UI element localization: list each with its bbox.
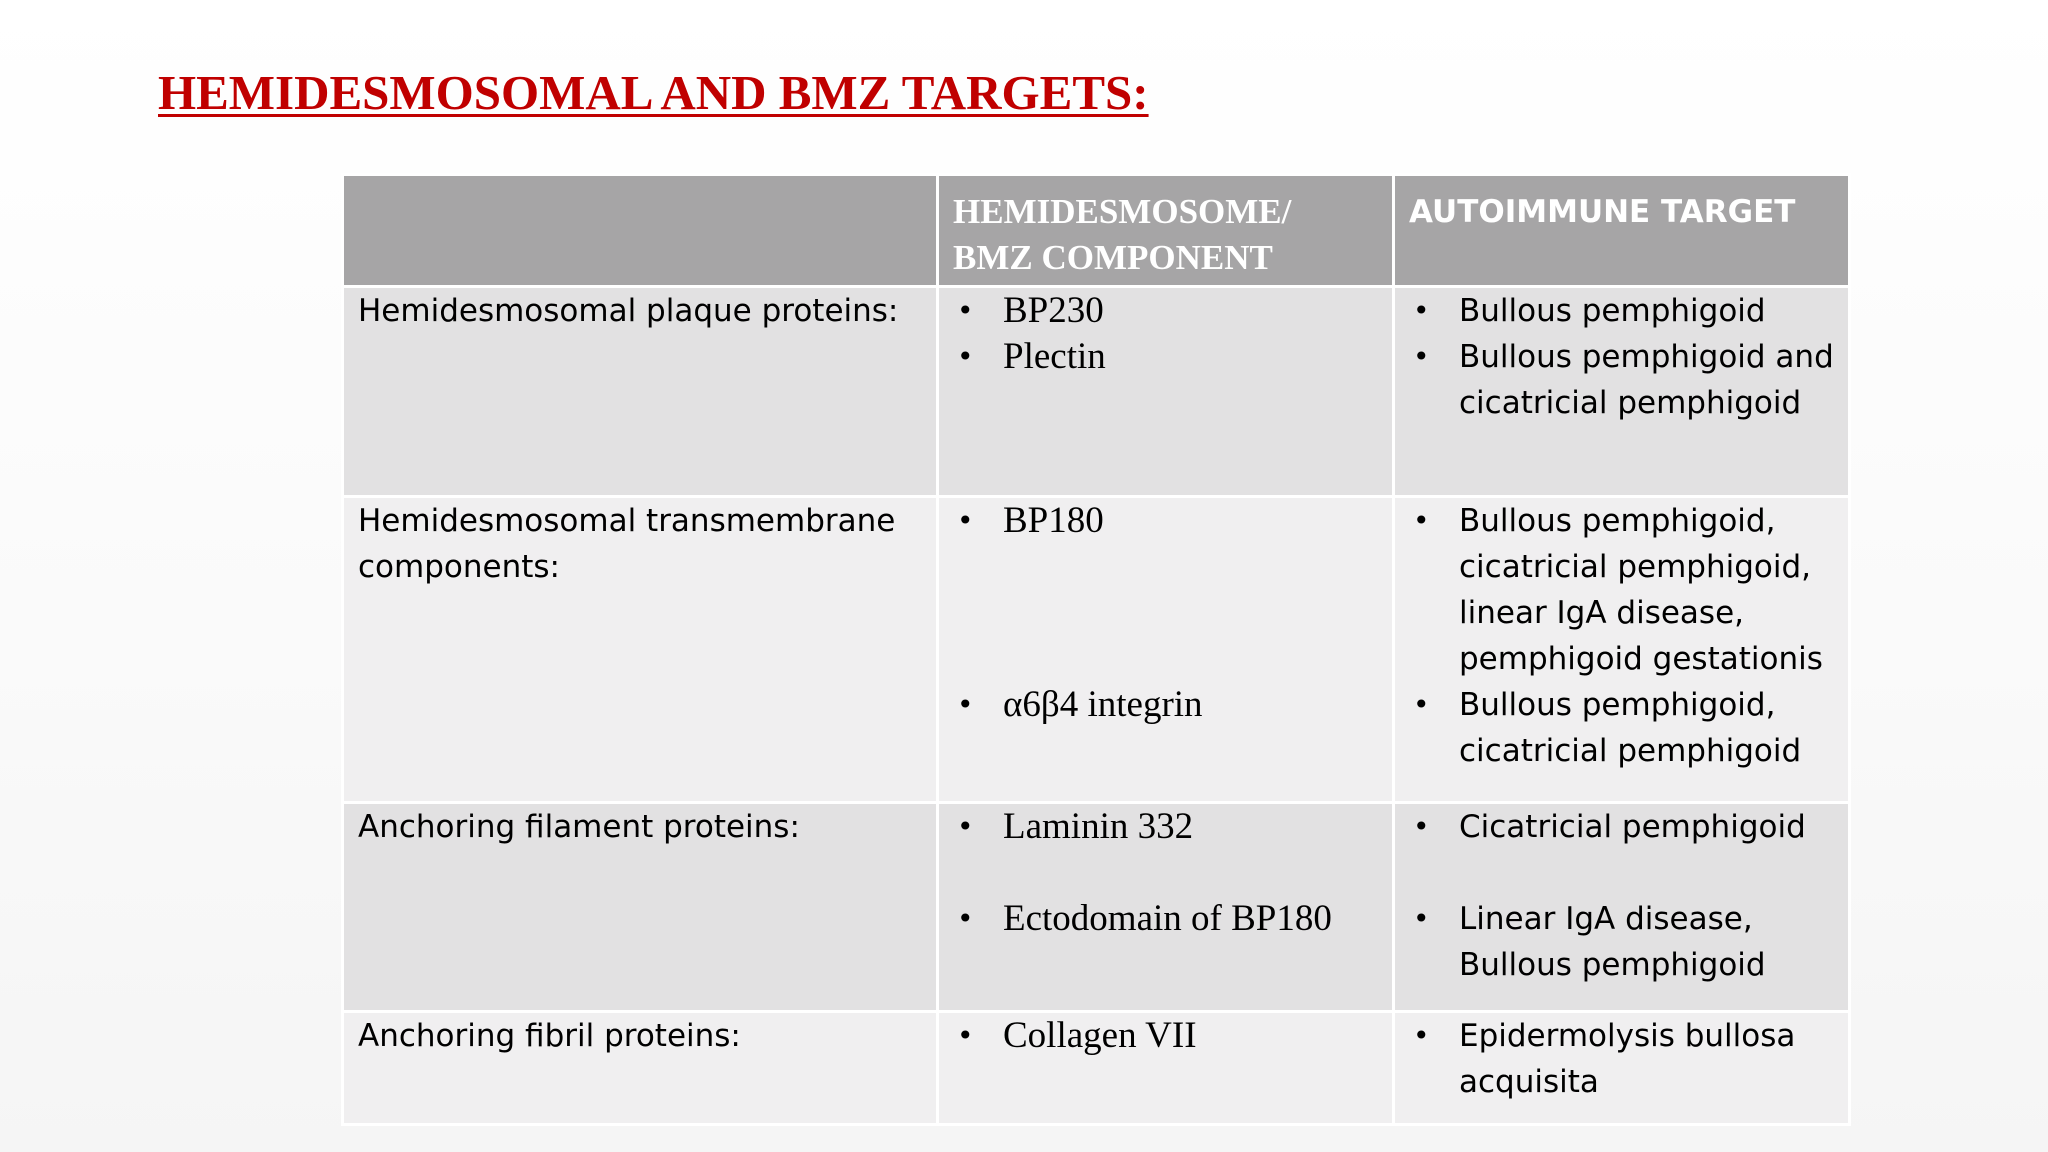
row-label: Anchoring filament proteins: bbox=[343, 803, 938, 1012]
bullet-icon: • bbox=[957, 340, 974, 373]
header-component: HEMIDESMOSOME/ BMZ COMPONENT bbox=[938, 175, 1394, 287]
target-item: • Bullous pemphigoid, cicatricial pemphigoid, linear IgA disease, pemphigoid gestationis bbox=[1409, 498, 1834, 682]
component-item: • Plectin bbox=[953, 334, 1378, 380]
component-cell bbox=[938, 803, 1394, 1012]
target-cell bbox=[1394, 497, 1850, 803]
bullet-icon: • bbox=[957, 1019, 974, 1052]
table-header-row bbox=[343, 175, 1850, 287]
table-row bbox=[343, 287, 1850, 497]
bullet-icon: • bbox=[957, 902, 974, 935]
header-autoimmune-target: AUTOIMMUNE TARGET bbox=[1394, 175, 1850, 287]
component-cell bbox=[938, 497, 1394, 803]
bullet-icon: • bbox=[1413, 504, 1430, 537]
targets-table bbox=[341, 173, 1851, 1126]
component-item: • BP230 bbox=[953, 288, 1378, 334]
bullet-icon: • bbox=[1413, 902, 1430, 935]
component-cell bbox=[938, 1012, 1394, 1125]
target-item: • Epidermolysis bullosa acquisita bbox=[1409, 1013, 1834, 1105]
component-item: • Ectodomain of BP180 bbox=[953, 896, 1378, 942]
bullet-icon: • bbox=[957, 688, 974, 721]
target-item: • Bullous pemphigoid and cicatricial pemphigoid bbox=[1409, 334, 1834, 426]
row-label: Anchoring fibril proteins: bbox=[343, 1012, 938, 1125]
component-item: • Laminin 332 bbox=[953, 804, 1378, 850]
bullet-icon: • bbox=[957, 294, 974, 327]
bullet-icon: • bbox=[1413, 1019, 1430, 1052]
bullet-icon: • bbox=[1413, 688, 1430, 721]
target-item: • Bullous pemphigoid, cicatricial pemphigoid bbox=[1409, 682, 1834, 774]
component-cell bbox=[938, 287, 1394, 497]
table-row bbox=[343, 497, 1850, 803]
target-cell bbox=[1394, 287, 1850, 497]
bullet-icon: • bbox=[957, 504, 974, 537]
row-label: Hemidesmosomal plaque proteins: bbox=[343, 287, 938, 497]
target-cell bbox=[1394, 1012, 1850, 1125]
target-cell bbox=[1394, 803, 1850, 1012]
bullet-icon: • bbox=[957, 810, 974, 843]
row-label: Hemidesmosomal transmembrane components: bbox=[343, 497, 938, 803]
bullet-icon: • bbox=[1413, 340, 1430, 373]
header-blank-cell bbox=[343, 175, 938, 287]
target-item: • Bullous pemphigoid bbox=[1409, 288, 1834, 334]
component-item: • BP180 bbox=[953, 498, 1378, 544]
target-item: • Linear IgA disease, Bullous pemphigoid bbox=[1409, 896, 1834, 988]
component-item: • α6β4 integrin bbox=[953, 682, 1378, 728]
table-row bbox=[343, 1012, 1850, 1125]
target-item: • Cicatricial pemphigoid bbox=[1409, 804, 1834, 850]
bullet-icon: • bbox=[1413, 294, 1430, 327]
table-row bbox=[343, 803, 1850, 1012]
component-item: • Collagen VII bbox=[953, 1013, 1378, 1059]
bullet-icon: • bbox=[1413, 810, 1430, 843]
slide-title: HEMIDESMOSOMAL AND BMZ TARGETS: bbox=[158, 65, 1149, 120]
